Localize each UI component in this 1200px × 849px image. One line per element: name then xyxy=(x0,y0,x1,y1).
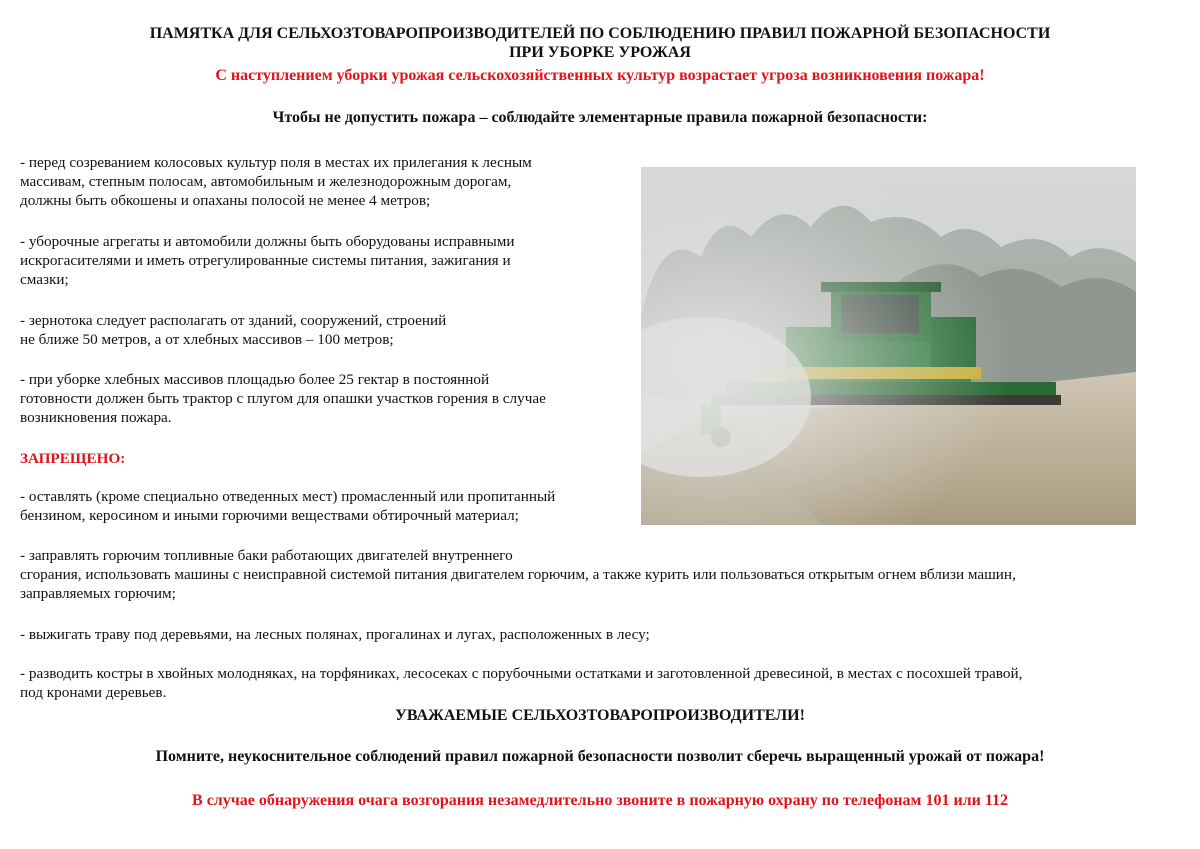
appeal-heading: УВАЖАЕМЫЕ СЕЛЬХОЗТОВАРОПРОИЗВОДИТЕЛИ! xyxy=(395,707,805,724)
prohibited-heading: ЗАПРЕЩЕНО: xyxy=(20,450,126,467)
rule-item-2: - уборочные агрегаты и автомобили должны быть оборудованы исправными искрогасителями и иметь отрегулированные системы питания, зажигания и смазки; xyxy=(20,233,515,288)
reminder-text: Помните, неукоснительное соблюдений правил пожарной безопасности позволит сберечь выращенный урожай от пожара! xyxy=(155,748,1045,765)
rule-item-4: - при уборке хлебных массивов площадью более 25 гектар в постоянной готовности должен быть трактор с плугом для опашки участков горения в случае возникновения пожара. xyxy=(20,371,546,426)
warning-text: С наступлением уборки урожая сельскохозяйственных культур возрастает угроза возникновения пожара! xyxy=(215,67,985,84)
prohibited-item-1: - оставлять (кроме специально отведенных мест) промасленный или пропитанный бензином, керосином и иными горючими веществами обтирочный материал; xyxy=(20,488,556,524)
document-title-line-2: ПРИ УБОРКЕ УРОЖАЯ xyxy=(509,44,691,61)
document-title-line-1: ПАМЯТКА ДЛЯ СЕЛЬХОЗТОВАРОПРОИЗВОДИТЕЛЕЙ ПО СОБЛЮДЕНИЮ ПРАВИЛ ПОЖАРНОЙ БЕЗОПАСНОСТИ xyxy=(149,25,1051,42)
prohibited-item-3: - выжигать траву под деревьями, на лесных полянах, прогалинах и лугах, расположенных в лесу; xyxy=(20,626,650,643)
prohibited-item-2: - заправлять горючим топливные баки работающих двигателей внутреннего сгорания, использовать машины с неисправной системой питания двигателем горючим, а также курить или пользоваться открытым огнем вблизи машин, заправляемых горючим; xyxy=(20,547,1016,602)
rule-item-1: - перед созреванием колосовых культур поля в местах их прилегания к лесным массивам, степным полосам, автомобильным и железнодорожным дорогам, должны быть обкошены и опаханы полосой не менее 4 метров; xyxy=(20,154,532,209)
rules-subtitle: Чтобы не допустить пожара – соблюдайте элементарные правила пожарной безопасности: xyxy=(272,109,928,126)
combine-harvester-photo xyxy=(641,167,1136,525)
emergency-phones: В случае обнаружения очага возгорания незамедлительно звоните в пожарную охрану по телефонам 101 или 112 xyxy=(192,792,1008,809)
rule-item-3: - зернотока следует располагать от зданий, сооружений, строений не ближе 50 метров, а от хлебных массивов – 100 метров; xyxy=(20,312,447,348)
prohibited-item-4: - разводить костры в хвойных молодняках, на торфяниках, лесосеках с порубочными остатками и заготовленной древесиной, в местах с посохшей травой, под кронами деревьев. xyxy=(20,665,1023,701)
